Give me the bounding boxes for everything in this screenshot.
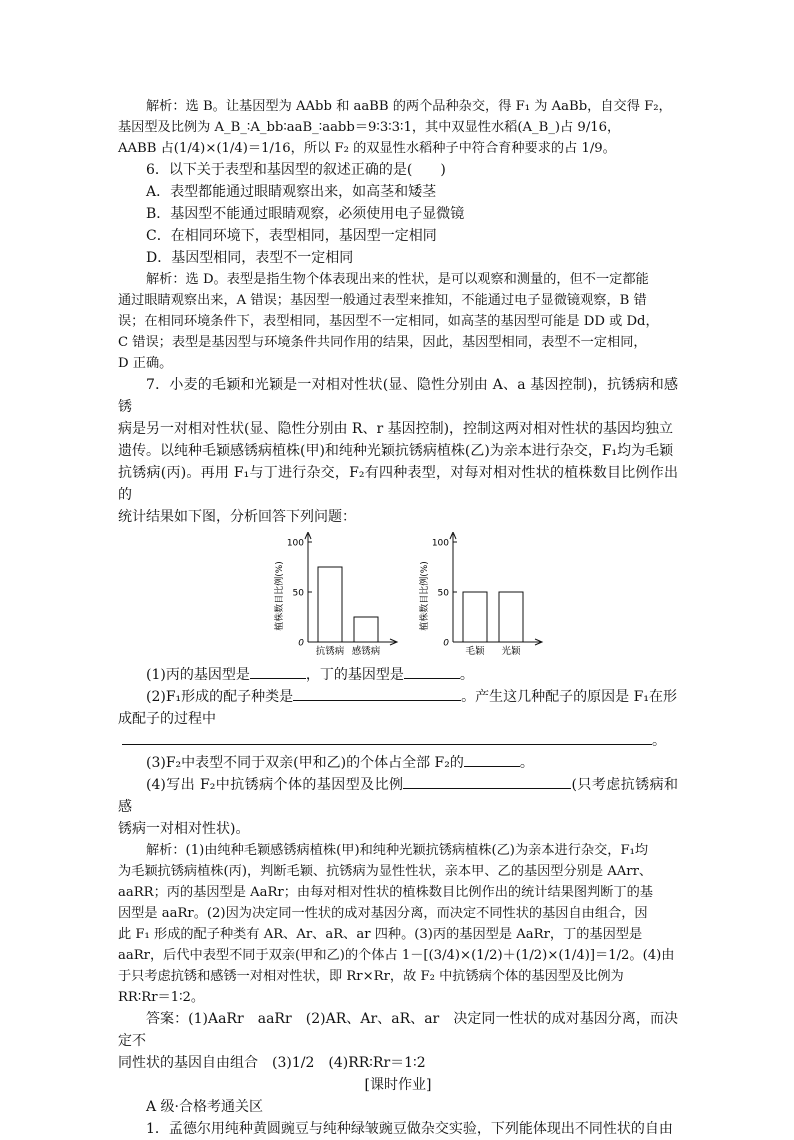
q6-option-b: B．基因型不能通过眼睛观察，必须使用电子显微镜 xyxy=(146,206,465,222)
y-tick-label: 50 xyxy=(437,588,449,599)
answer-blank[interactable] xyxy=(464,752,520,767)
q7-sub4 xyxy=(118,774,678,818)
q6-stem: 6．以下关于表型和基因型的叙述正确的是( ) xyxy=(146,162,446,178)
q7-sub3 xyxy=(118,752,678,774)
y-tick-label: 100 xyxy=(286,538,304,549)
q7-sub4-text: (4)写出 F₂中抗锈病个体的基因型及比例 xyxy=(146,777,404,793)
answer-blank[interactable] xyxy=(403,774,571,789)
q7-sub2-text: 成配子的过程中 xyxy=(118,711,216,727)
q7-sub3-text: 。 xyxy=(519,755,534,771)
y-tick-label: 50 xyxy=(292,588,304,599)
bar xyxy=(354,617,378,642)
y-tick-label: 0 xyxy=(298,638,304,649)
q7-answer-line: 同性状的基因自由组合 (3)1/2 (4)RR∶Rr＝1∶2 xyxy=(118,1055,426,1071)
bar xyxy=(499,592,523,642)
q6-analysis-line: 解析：选 D。表型是指生物个体表现出来的性状，是可以观察和测量的，但不一定都能 xyxy=(146,272,649,287)
q7-charts xyxy=(118,532,678,662)
q7-analysis-line: 于只考虑抗锈和感锈一对相对性状，即 Rr×Rr，故 F₂ 中抗锈病个体的基因型及比例为 xyxy=(118,969,624,984)
q7-sub1 xyxy=(118,664,678,686)
q6-analysis-line: C 错误；表型是基因型与环境条件共同作用的结果，因此，基因型相同，表型不一定相同， xyxy=(118,335,647,350)
answer-blank[interactable] xyxy=(250,664,306,679)
q6-option-a: A．表型都能通过眼睛观察出来，如高茎和矮茎 xyxy=(146,184,437,200)
q7-analysis-line: 解析：(1)由纯种毛颖感锈病植株(甲)和纯种光颖抗锈病植株(乙)为亲本进行杂交，F₁均 xyxy=(146,843,649,858)
q7-analysis-line: aaRR；丙的基因型是 AaRr；由每对相对性状的植株数目比例作出的统计结果图判断丁的基 xyxy=(118,885,653,900)
q7-sub2 xyxy=(118,686,678,708)
q7-analysis-line: aaRr，后代中表型不同于双亲(甲和乙)的个体占 1－[(3/4)×(1/2)＋(1/2)×(1/4)]＝1/2。(4)由 xyxy=(118,948,675,963)
q7-sub3-text: (3)F₂中表型不同于双亲(甲和乙)的个体占全部 F₂的 xyxy=(146,755,464,771)
q7-sub2-text: (2)F₁形成的配子种类是 xyxy=(146,689,294,705)
y-tick-label: 0 xyxy=(443,638,449,649)
q6-analysis-line: 通过眼睛观察出来，A 错误；基因型一般通过表型来推知，不能通过电子显微镜观察，B 错 xyxy=(118,293,647,308)
answer-blank[interactable] xyxy=(293,686,461,701)
q6-analysis-line: 误；在相同环境条件下，表型相同，基因型不一定相同，如高茎的基因型可能是 DD 或 Dd， xyxy=(118,314,659,329)
q7-stem-line: 7．小麦的毛颖和光颖是一对相对性状(显、隐性分别由 A、a 基因控制)，抗锈病和感锈 xyxy=(118,377,678,415)
q7-sub2-line xyxy=(118,730,678,752)
x-tick-label: 抗锈病 xyxy=(315,646,345,657)
y-axis-label: 植株数目比例(%) xyxy=(420,561,430,631)
q7-sub4-text: (只考虑抗锈病和感 xyxy=(118,777,679,815)
q7-sub1-text: 。 xyxy=(459,667,474,683)
answer-blank[interactable] xyxy=(122,730,652,745)
q7-sub2-cont xyxy=(118,708,678,730)
q7-sub2-text: 。产生这几种配子的原因是 F₁在形 xyxy=(461,689,677,705)
x-tick-label: 光颖 xyxy=(501,646,521,657)
q7-analysis-line: 为毛颖抗锈病植株(丙)，判断毛颖、抗锈病为显性性状，亲本甲、乙的基因型分别是 AArr、 xyxy=(118,864,653,879)
q6-analysis-line: D 正确。 xyxy=(118,356,173,371)
q7-answer-line: 答案：(1)AaRr aaRr (2)AR、Ar、aR、ar 决定同一性状的成对基因分离，而决定不 xyxy=(118,1011,678,1049)
q6-option-d: D．基因型相同，表型不一定相同 xyxy=(146,250,354,266)
q5-analysis-line: 基因型及比例为 A_B_∶A_bb∶aaB_∶aabb＝9∶3∶3∶1，其中双显性水稻(A_B_)占 9/16， xyxy=(118,120,621,135)
homework-title: [课时作业] xyxy=(364,1077,432,1093)
q7-stem-line: 病是另一对相对性状(显、隐性分别由 R、r 基因控制)，控制这两对相对性状的基因均独立 xyxy=(118,421,674,437)
q7-analysis-line: RR∶Rr＝1∶2。 xyxy=(118,990,205,1005)
q7-analysis-line: 因型是 aaRr。(2)因为决定同一性状的成对基因分离，而决定不同性状的基因自由组合，因 xyxy=(118,906,648,921)
q7-sub1-text: (1)丙的基因型是 xyxy=(146,667,250,683)
q7-sub2-text: 。 xyxy=(652,733,666,749)
q7-stem-line: 遗传。以纯种毛颖感锈病植株(甲)和纯种光颖抗锈病植株(乙)为亲本进行杂交，F₁均为毛颖 xyxy=(118,443,674,459)
homework-q1: 1．孟德尔用纯种黄圆豌豆与纯种绿皱豌豆做杂交实验，下列能体现出不同性状的自由 xyxy=(146,1121,673,1137)
bar xyxy=(318,567,342,642)
answer-blank[interactable] xyxy=(404,664,460,679)
q7-analysis-line: 此 F₁ 形成的配子种类有 AR、Ar、aR、ar 四种。(3)丙的基因型是 AaRr，丁的基因型是 xyxy=(118,927,643,942)
q5-analysis-line: AABB 占(1/4)×(1/4)＝1/16，所以 F₂ 的双显性水稻种子中符合育种要求的占 1/9。 xyxy=(118,141,616,156)
y-axis-label: 植株数目比例(%) xyxy=(275,561,285,631)
q5-analysis-line: 解析：选 B。让基因型为 AAbb 和 aaBB 的两个品种杂交，得 F₁ 为 AaBb，自交得 F₂， xyxy=(146,99,672,114)
x-tick-label: 毛颖 xyxy=(465,646,485,657)
q7-stem-line: 统计结果如下图，分析回答下列问题： xyxy=(118,509,356,525)
q7-stem-line: 抗锈病(丙)。再用 F₁与丁进行杂交，F₂有四种表型，对每对相对性状的植株数目比例作出的 xyxy=(118,465,678,503)
page-content xyxy=(118,96,678,1140)
bar xyxy=(463,592,487,642)
y-tick-label: 100 xyxy=(431,538,449,549)
q7-bar-charts xyxy=(118,532,678,662)
q7-sub1-text: ，丁的基因型是 xyxy=(305,667,404,683)
q7-sub4-cont: 锈病一对相对性状)。 xyxy=(118,821,250,837)
homework-level: A 级·合格考通关区 xyxy=(146,1099,264,1115)
x-tick-label: 感锈病 xyxy=(351,646,381,657)
q6-option-c: C．在相同环境下，表型相同，基因型一定相同 xyxy=(146,228,437,244)
